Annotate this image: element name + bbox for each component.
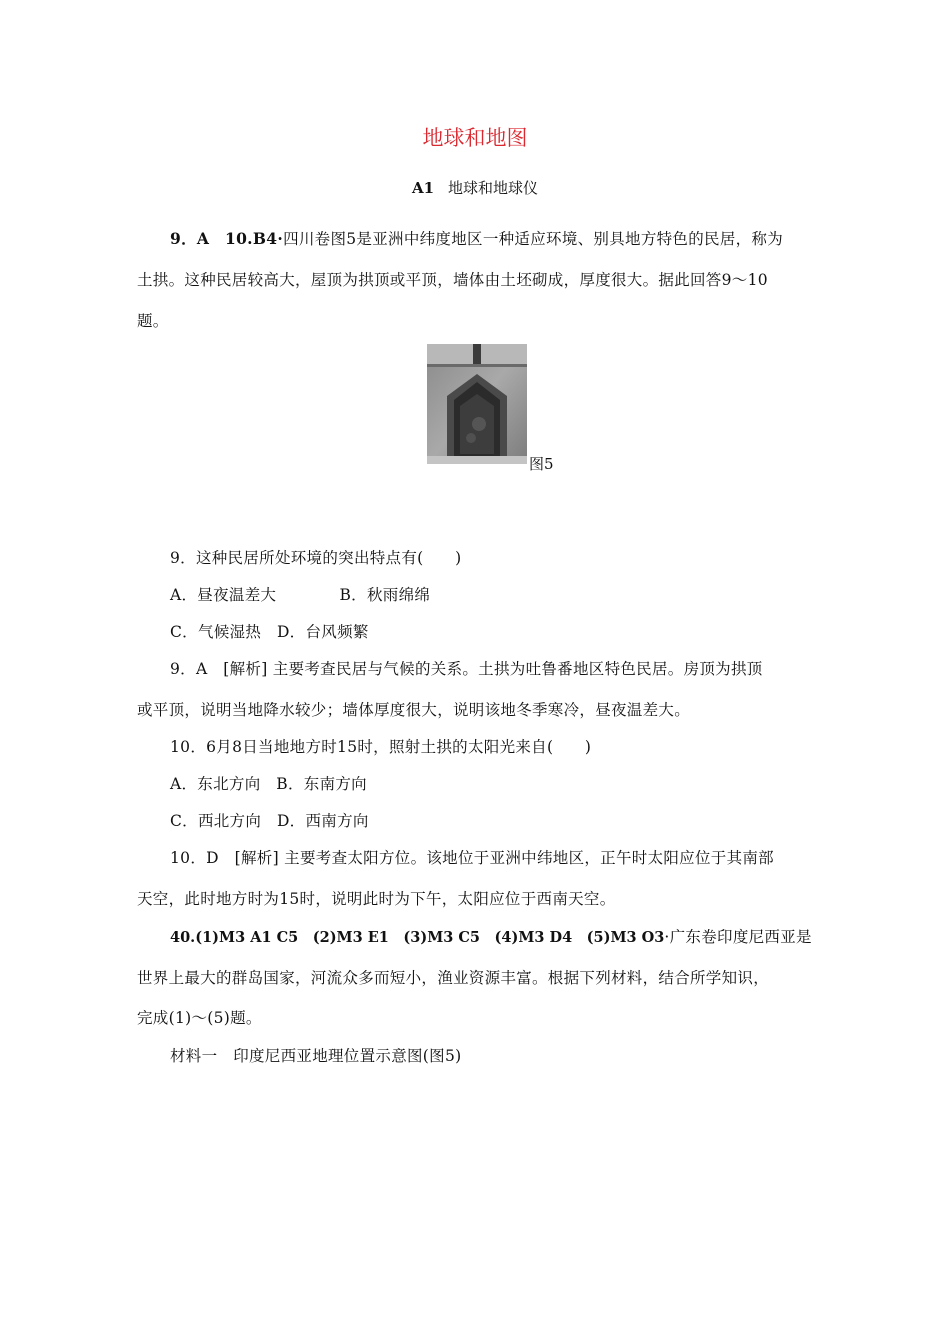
q9-options-2: C．气候湿热 D．台风频繁 bbox=[170, 623, 369, 641]
q10-options-1: A．东北方向 B．东南方向 bbox=[170, 775, 367, 793]
q10-stem: 10．6月8日当地地方时15时，照射土拱的太阳光来自( ) bbox=[170, 738, 592, 756]
q10-options-2: C．西北方向 D．西南方向 bbox=[170, 812, 369, 830]
q10-answer-2: 天空，此时地方时为15时，说明此时为下午，太阳应位于西南天空。 bbox=[137, 890, 616, 908]
intro-line-1 bbox=[170, 227, 783, 249]
section-name: 地球和地球仪 bbox=[448, 179, 539, 197]
figure-caption: 图5 bbox=[529, 455, 554, 473]
intro-ref: 9．A 10.B4· bbox=[170, 229, 284, 248]
q40-line-2: 世界上最大的群岛国家，河流众多而短小，渔业资源丰富。根据下列材料，结合所学知识， bbox=[137, 969, 770, 987]
intro-line-2: 土拱。这种民居较高大，屋顶为拱顶或平顶，墙体由土坯砌成，厚度很大。据此回答9～10 bbox=[137, 271, 768, 289]
q40-ref: 40.(1)M3 A1 C5 (2)M3 E1 (3)M3 C5 (4)M3 D4 (5)M3 O3 bbox=[170, 929, 665, 946]
section-code: A1 bbox=[411, 179, 435, 197]
page-title: 地球和地图 bbox=[422, 126, 528, 150]
q40-line-1 bbox=[170, 925, 812, 947]
q10-answer-1: 10．D [解析] 主要考查太阳方位。该地位于亚洲中纬地区，正午时太阳应位于其南部 bbox=[170, 849, 774, 867]
q40-text-1: ·广东卷印度尼西亚是 bbox=[664, 928, 812, 946]
q9-answer-2: 或平顶，说明当地降水较少；墙体厚度很大，说明该地冬季寒冷，昼夜温差大。 bbox=[137, 701, 691, 719]
figure-5-photo bbox=[427, 344, 527, 464]
intro-line-3: 题。 bbox=[137, 312, 169, 330]
section-heading bbox=[0, 177, 950, 198]
q9-answer-1: 9．A [解析] 主要考查民居与气候的关系。土拱为吐鲁番地区特色民居。房顶为拱顶 bbox=[170, 660, 763, 678]
q9-options-1: A．昼夜温差大 B．秋雨绵绵 bbox=[170, 586, 431, 604]
q40-line-3: 完成(1)～(5)题。 bbox=[137, 1009, 262, 1027]
q9-stem: 9．这种民居所处环境的突出特点有( ) bbox=[170, 549, 462, 567]
material-1: 材料一 印度尼西亚地理位置示意图(图5) bbox=[170, 1047, 462, 1065]
intro-text-1: 四川卷图5是亚洲中纬度地区一种适应环境、别具地方特色的民居，称为 bbox=[283, 230, 784, 248]
